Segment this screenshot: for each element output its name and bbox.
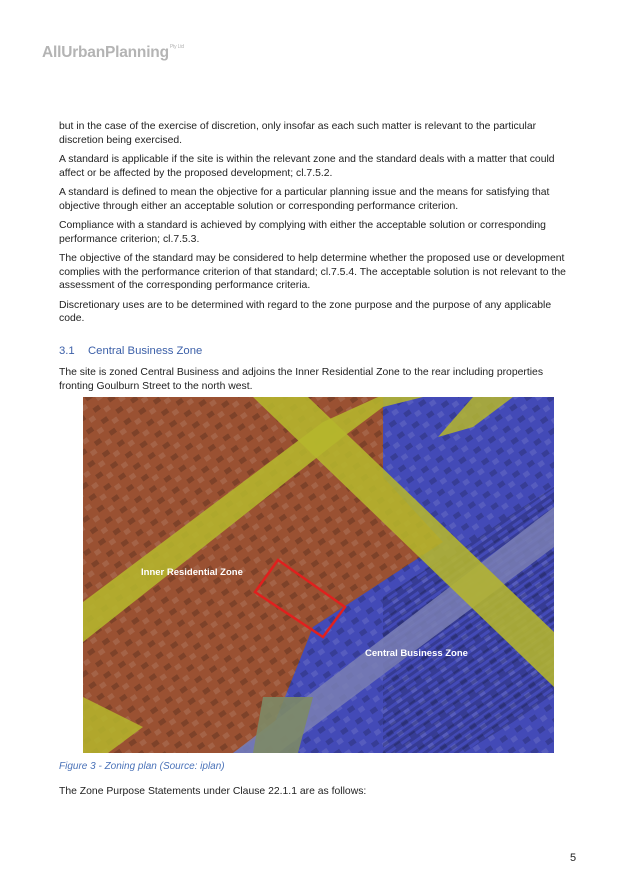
body-paragraphs: [59, 120, 571, 332]
central-business-label: Central Business Zone: [365, 648, 468, 659]
company-logo: [42, 44, 184, 62]
paragraph: Compliance with a standard is achieved by complying with either the acceptable solution or corresponding performance criterion; cl.7.5.3.: [59, 220, 546, 245]
figure-caption: Figure 3 - Zoning plan (Source: iplan): [59, 761, 225, 772]
logo-text: AllUrbanPlanning: [42, 44, 169, 61]
paragraph: A standard is defined to mean the objective for a particular planning issue and the means for satisfying that objective through either an acceptable solution or corresponding performance criterion.: [59, 187, 550, 212]
inner-residential-label: Inner Residential Zone: [141, 567, 243, 578]
logo-suffix: Pty Ltd: [169, 44, 185, 50]
section-heading: [59, 345, 202, 357]
section-number: 3.1: [59, 345, 75, 357]
page-number: 5: [570, 852, 577, 864]
closing-sentence: The Zone Purpose Statements under Clause 22.1.1 are as follows:: [59, 786, 367, 797]
section-title: Central Business Zone: [88, 345, 203, 357]
paragraph: but in the case of the exercise of discretion, only insofar as each such matter is relevant to the particular discretion being exercised.: [59, 121, 537, 146]
paragraph: Discretionary uses are to be determined with regard to the zone purpose and the purpose of any applicable code.: [59, 299, 552, 324]
paragraph: A standard is applicable if the site is within the relevant zone and the standard deals with a matter that could affect or be affected by the proposed development; cl.7.5.2.: [59, 154, 555, 179]
section-intro: The site is zoned Central Business and adjoins the Inner Residential Zone to the rear including properties fronting Goulburn Street to the north west.: [59, 367, 544, 392]
zoning-plan-figure: [83, 397, 554, 753]
paragraph: The objective of the standard may be considered to help determine whether the proposed use or development complies with the performance criterion of that standard; cl.7.5.4. The acceptable solution is not relevant to the assessment of the corresponding performance criteria.: [59, 253, 566, 291]
zoning-map: [83, 397, 554, 753]
